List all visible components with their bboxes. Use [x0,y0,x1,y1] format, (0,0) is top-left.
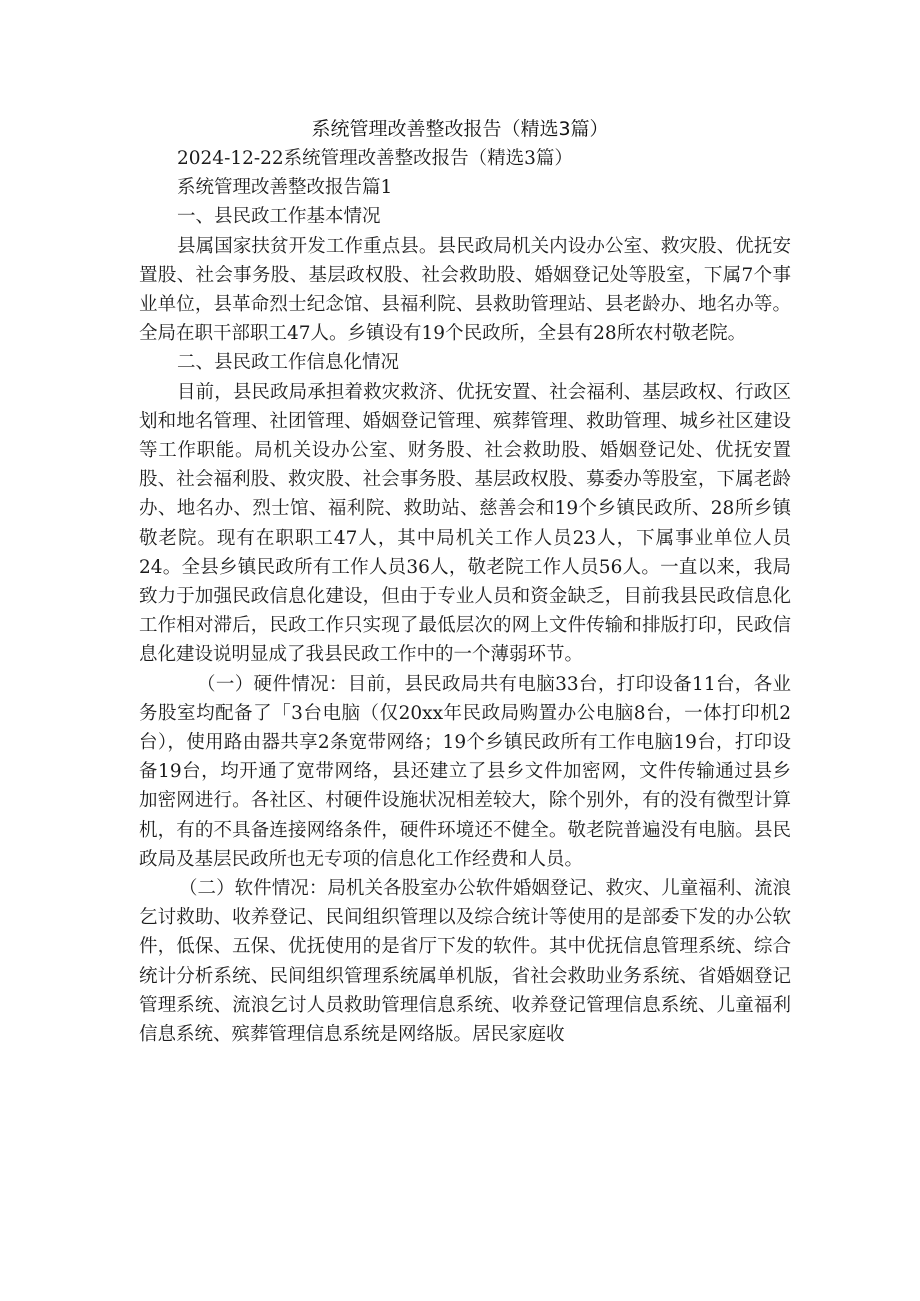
heading-basic-situation: 一、县民政工作基本情况 [177,206,381,228]
paragraph-software: （二）软件情况：局机关各股室办公软件婚姻登记、救灾、儿童福利、流浪乞讨救助、收养登记、民间组织管理以及综合统计等使用的是部委下发的办公软件，低保、五保、优抚使用的是省厅下发的软件。其中优抚信息管理系统、综合统计分析系统、民间组织管理系统属单机版，省社会救助业务系统、省婚姻登记管理系统、流浪乞讨人员救助管理信息系统、收养登记管理信息系统、儿童福利信息系统、殡葬管理信息系统是网络版。居民家庭收 [139,878,791,1046]
document-title: 系统管理改善整改报告（精选3篇） [311,118,609,140]
document-body [139,144,791,1049]
paragraph-informatization: 目前，县民政局承担着救灾救济、优抚安置、社会福利、基层政权、行政区划和地名管理、社团管理、婚姻登记管理、殡葬管理、救助管理、城乡社区建设等工作职能。局机关设办公室、财务股、社会救助股、婚姻登记处、优抚安置股、社会福利股、救灾股、社会事务股、基层政权股、募委办等股室，下属老龄办、地名办、烈士馆、福利院、救助站、慈善会和19个乡镇民政所、28所乡镇敬老院。现有在职职工47人，其中局机关工作人员23人，下属事业单位人员24。全县乡镇民政所有工作人员36人，敬老院工作人员56人。一直以来，我局致力于加强民政信息化建设，但由于专业人员和资金缺乏，目前我县民政信息化工作相对滞后，民政工作只实现了最低层次的网上文件传输和排版打印，民政信息化建设说明显成了我县民政工作中的一个薄弱环节。 [139,381,791,666]
section-heading: 系统管理改善整改报告篇1 [177,177,393,199]
paragraph-basic-situation: 县属国家扶贫开发工作重点县。县民政局机关内设办公室、救灾股、优抚安置股、社会事务股、基层政权股、社会救助股、婚姻登记处等股室，下属7个事业单位，县革命烈士纪念馆、县福利院、县救助管理站、县老龄办、地名办等。全局在职干部职工47人。乡镇设有19个民政所，全县有28所农村敬老院。 [139,235,791,345]
date-line: 2024-12-22系统管理改善整改报告（精选3篇） [177,148,573,169]
heading-informatization: 二、县民政工作信息化情况 [177,352,400,374]
paragraph-hardware: （一）硬件情况：目前，县民政局共有电脑33台，打印设备11台，各业务股室均配备了「3台电脑（仅20xx年民政局购置办公电脑8台，一体打印机2台），使用路由器共享2条宽带网络；19个乡镇民政所有工作电脑19台，打印设备19台，均开通了宽带网络，县还建立了县乡文件加密网，文件传输通过县乡加密网进行。各社区、村硬件设施状况相差较大，除个别外，有的没有微型计算机，有的不具备连接网络条件，硬件环境还不健全。敬老院普遍没有电脑。县民政局及基层民政所也无专项的信息化工作经费和人员。 [139,673,791,870]
